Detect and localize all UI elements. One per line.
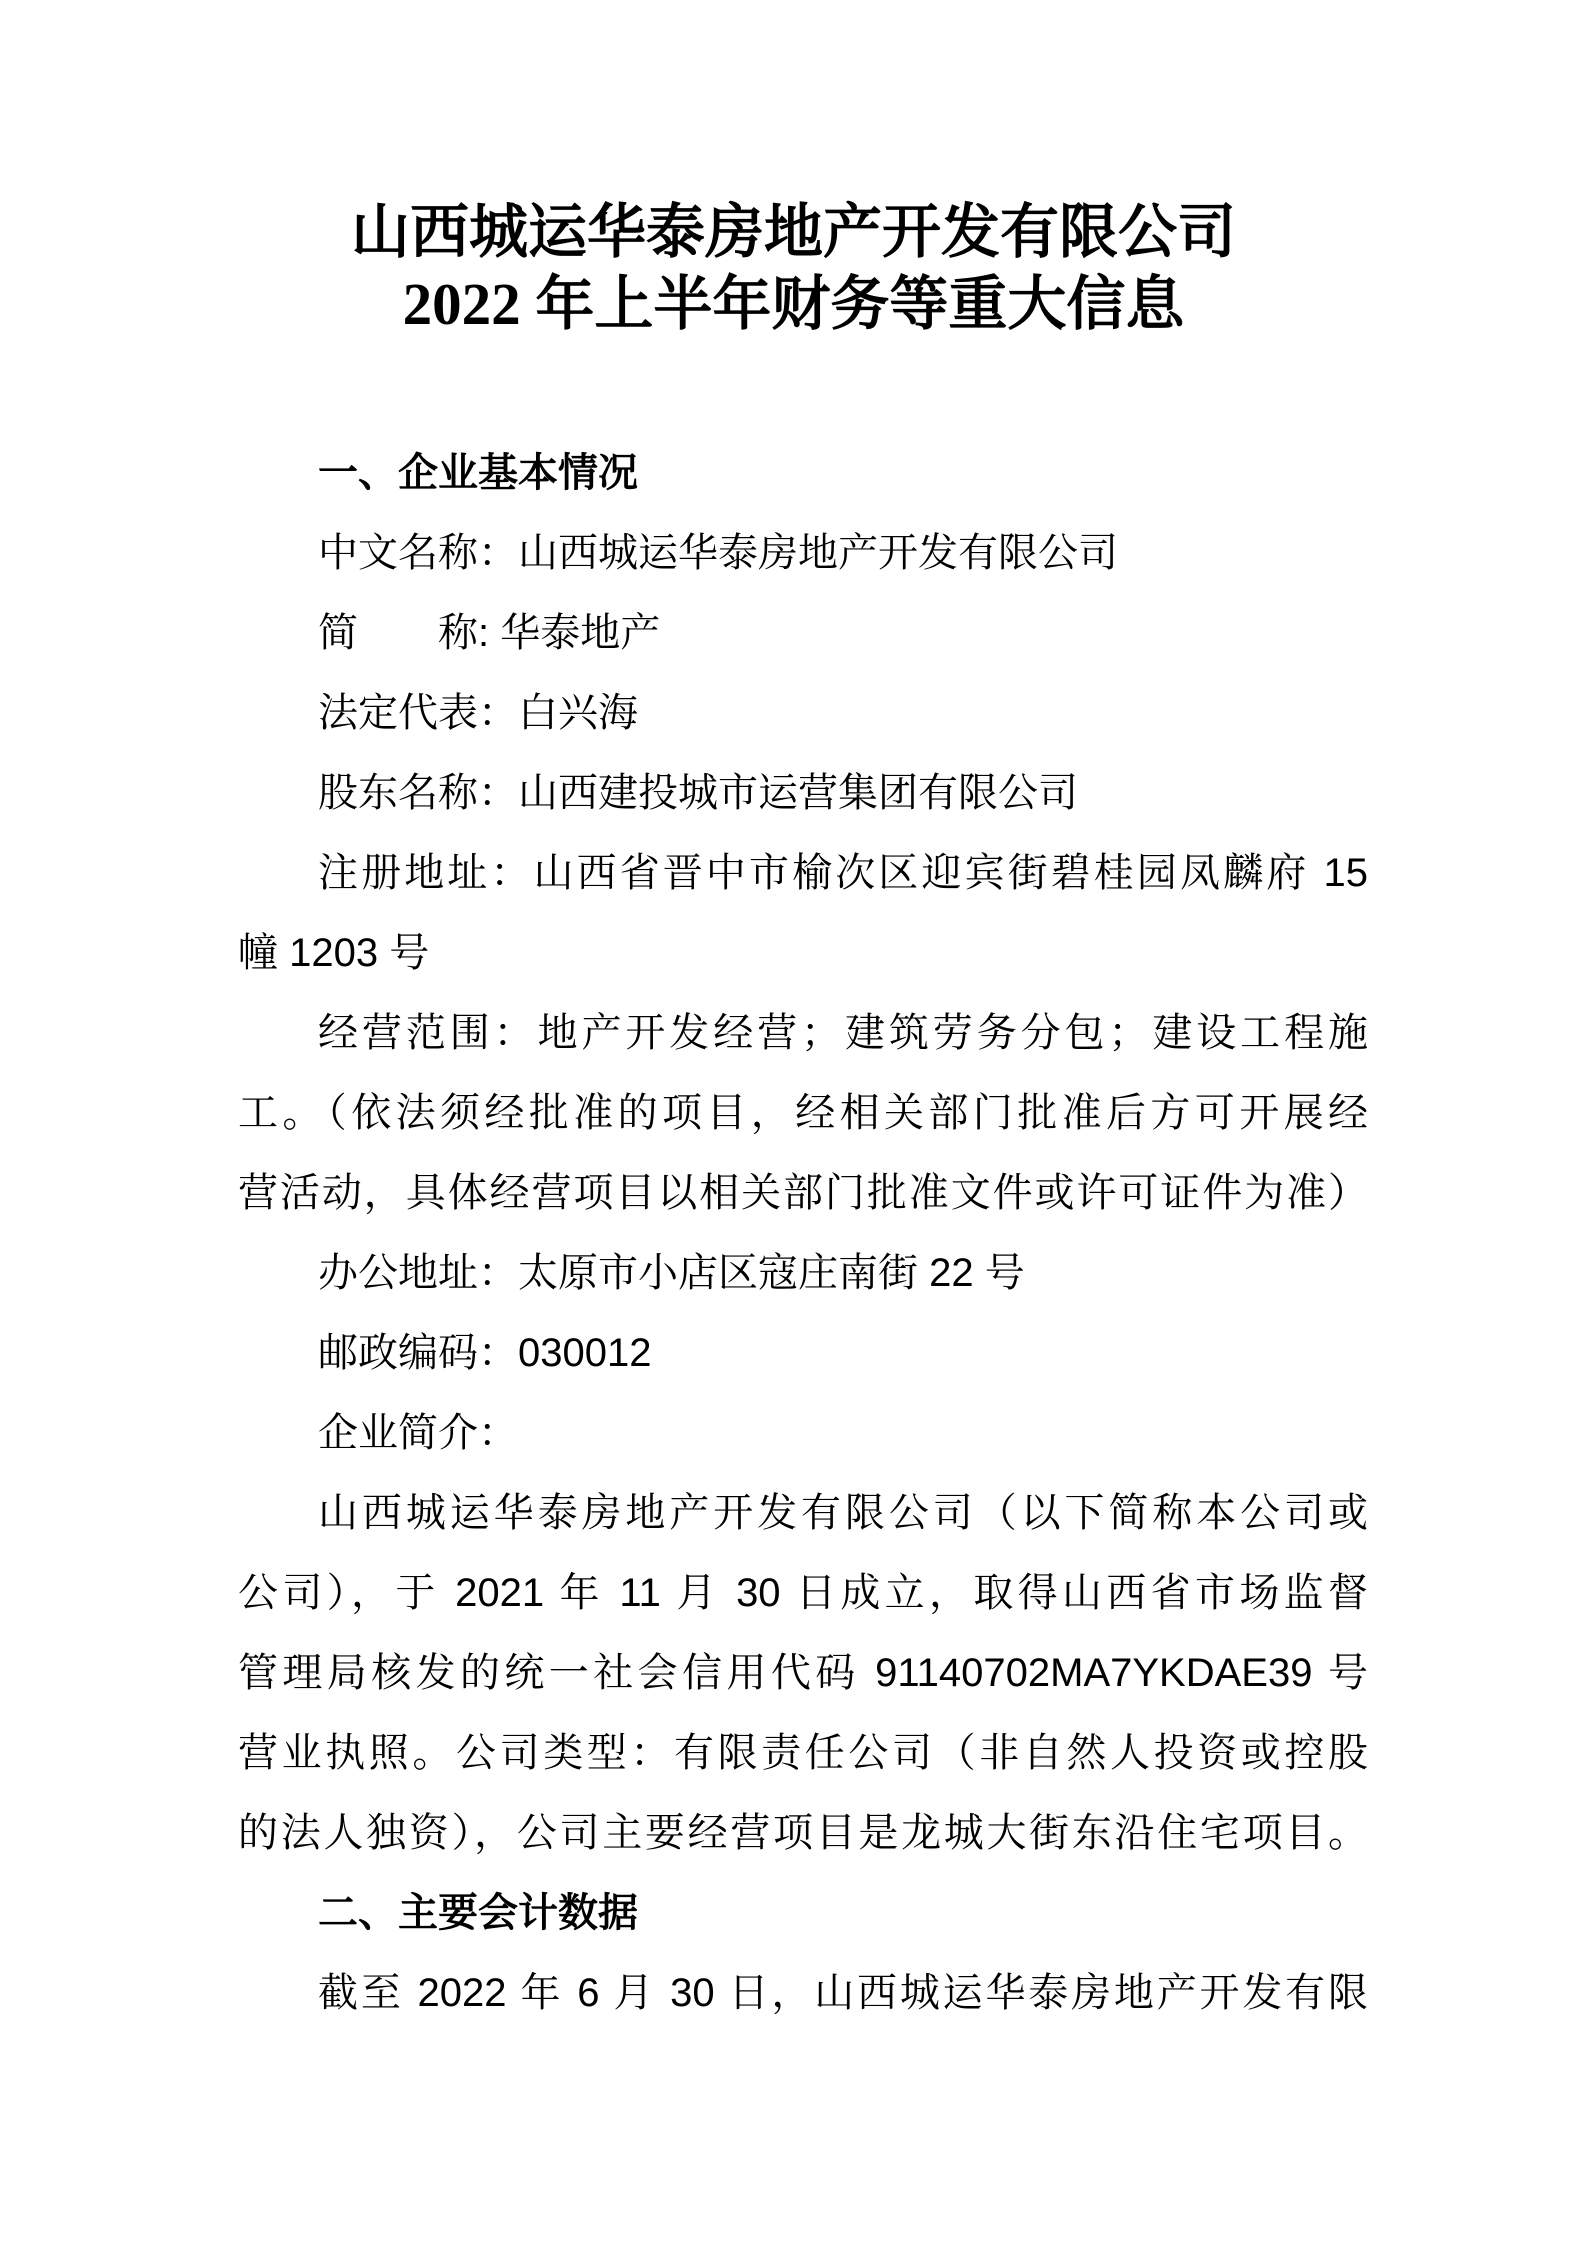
document-title [0, 196, 1587, 340]
line-postal-code: 邮政编码：030012 [318, 1331, 652, 1375]
line-business-scope-2: 工。（依法须经批准的项目，经相关部门批准后方可开展经 [238, 1091, 1368, 1135]
line-chinese-name: 中文名称：山西城运华泰房地产开发有限公司 [318, 531, 1118, 575]
line-company-profile-2: 公司），于 2021 年 11 月 30 日成立，取得山西省市场监督 [238, 1571, 1368, 1615]
line-shareholder-name: 股东名称：山西建投城市运营集团有限公司 [318, 771, 1078, 815]
line-company-profile-4: 营业执照。公司类型：有限责任公司（非自然人投资或控股 [238, 1731, 1368, 1775]
line-registered-address-2: 幢 1203 号 [238, 931, 430, 975]
line-registered-address-1: 注册地址：山西省晋中市榆次区迎宾街碧桂园凤麟府 15 [318, 851, 1368, 895]
line-company-profile-5: 的法人独资），公司主要经营项目是龙城大街东沿住宅项目。 [238, 1811, 1368, 1855]
title-segment: 有限公司 [1000, 199, 1237, 265]
line-company-profile-label: 企业简介： [318, 1411, 518, 1455]
document-title-line2 [0, 268, 1587, 340]
document-body [0, 433, 1587, 2033]
section-heading-accounting-data: 二、主要会计数据 [318, 1891, 638, 1935]
title-segment: 财务等重大信息 [771, 271, 1185, 337]
title-segment: 山西城运华泰房地产开发 [350, 199, 1000, 265]
line-office-address: 办公地址：太原市小店区寇庄南街 22 号 [318, 1251, 1025, 1295]
line-legal-representative: 法定代表：白兴海 [318, 691, 638, 735]
line-company-profile-1: 山西城运华泰房地产开发有限公司（以下简称本公司或 [318, 1491, 1368, 1535]
document-title-line1 [0, 196, 1587, 268]
line-business-scope-1: 经营范围：地产开发经营；建筑劳务分包；建设工程施 [318, 1011, 1368, 1055]
line-accounting-data-intro: 截至 2022 年 6 月 30 日，山西城运华泰房地产开发有限 [318, 1971, 1368, 2015]
section-heading-basic-info: 一、企业基本情况 [318, 451, 638, 495]
title-segment: 2022 年上半年 [402, 271, 772, 337]
line-business-scope-3: 营活动，具体经营项目以相关部门批准文件或许可证件为准） [238, 1171, 1368, 1215]
line-company-profile-3: 管理局核发的统一社会信用代码 91140702MA7YKDAE39 号 [238, 1651, 1368, 1695]
line-short-name: 简 称: 华泰地产 [318, 611, 661, 655]
